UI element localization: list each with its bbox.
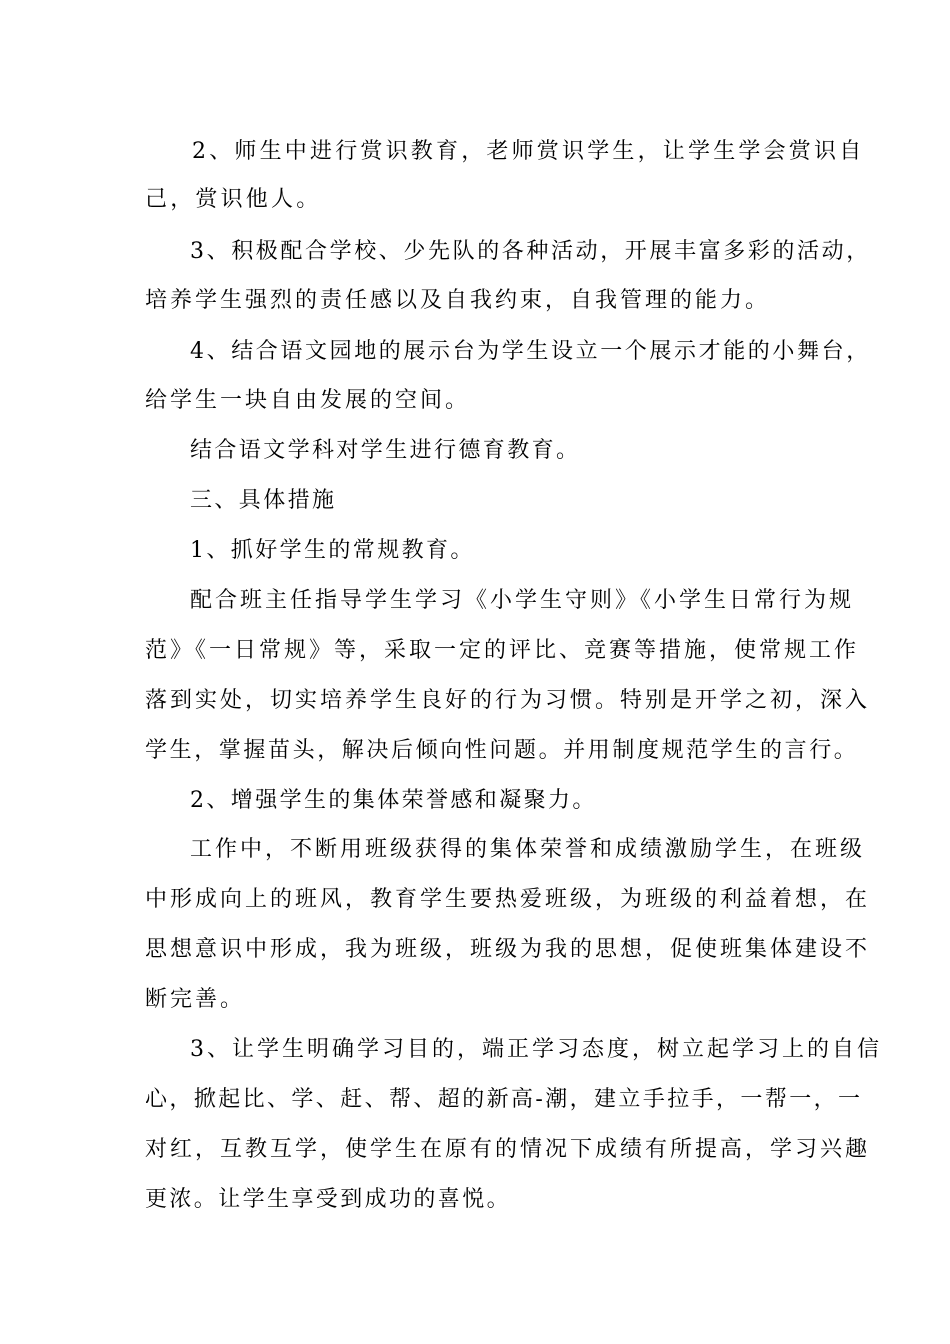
text-line: 更浓。让学生享受到成功的喜悦。 <box>145 1187 512 1212</box>
text-line: 落到实处，切实培养学生良好的行为习惯。特别是开学之初，深入 <box>145 688 871 713</box>
text-line: 工作中，不断用班级获得的集体荣誉和成绩激励学生，在班级 <box>190 837 866 862</box>
text-line: 1、抓好学生的常规教育。 <box>190 538 475 563</box>
text-line: 培养学生强烈的责任感以及自我约束，自我管理的能力。 <box>145 288 771 313</box>
text-line: 己，赏识他人。 <box>145 187 322 212</box>
text-line: 心，掀起比、学、赶、帮、超的新高-潮，建立手拉手，一帮一，一 <box>145 1087 863 1112</box>
text-line: 4、结合语文园地的展示台为学生设立一个展示才能的小舞台， <box>190 339 871 364</box>
text-line: 范》《一日常规》等，采取一定的评比、竞赛等措施，使常规工作 <box>145 638 860 663</box>
text-line: 中形成向上的班风，教育学生要热爱班级，为班级的利益着想，在 <box>145 887 871 912</box>
text-line: 断完善。 <box>145 987 246 1012</box>
text-line: 2、增强学生的集体荣誉感和凝聚力。 <box>190 788 597 813</box>
text-line: 对红，互教互学，使学生在原有的情况下成绩有所提高，学习兴趣 <box>145 1137 871 1162</box>
text-line: 思想意识中形成，我为班级，班级为我的思想，促使班集体建设不 <box>145 937 871 962</box>
text-line: 给学生一块自由发展的空间。 <box>145 388 471 413</box>
text-line: 结合语文学科对学生进行德育教育。 <box>190 438 581 463</box>
text-line: 3、积极配合学校、少先队的各种活动，开展丰富多彩的活动， <box>190 239 871 264</box>
text-line: 2、师生中进行赏识教育，老师赏识学生，让学生学会赏识自 <box>192 139 865 164</box>
section-heading: 三、具体措施 <box>190 488 337 513</box>
text-line: 3、让学生明确学习目的，端正学习态度，树立起学习上的自信 <box>190 1037 882 1062</box>
text-line: 学生，掌握苗头，解决后倾向性问题。并用制度规范学生的言行。 <box>145 738 859 763</box>
text-line: 配合班主任指导学生学习《小学生守则》《小学生日常行为规 <box>190 588 855 613</box>
